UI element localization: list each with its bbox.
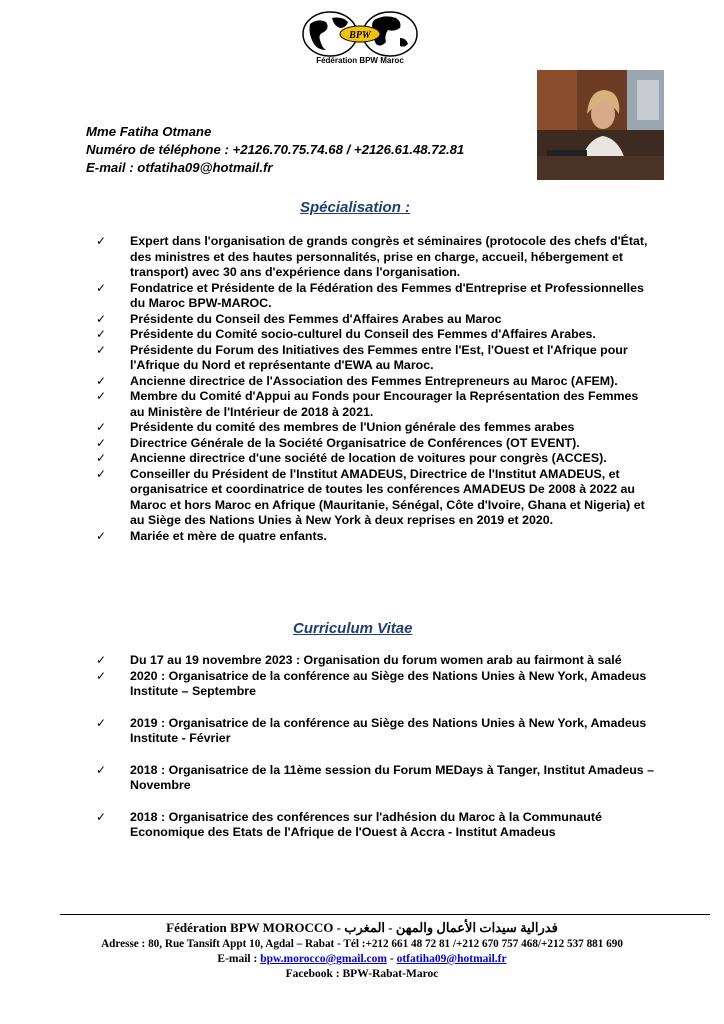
- list-item: ✓ Présidente du comité des membres de l'Union générale des femmes arabes: [96, 420, 575, 434]
- contact-email: E-mail : otfatiha09@hotmail.fr: [86, 160, 273, 175]
- footer-email-line: [0, 952, 724, 967]
- list-item: ✓ Ancienne directrice de l'Association des Femmes Entrepreneurs au Maroc (AFEM).: [96, 373, 618, 388]
- list-item: ✓ Du 17 au 19 novembre 2023 : Organisation du forum women arab au fairmont à salé: [96, 653, 622, 667]
- check-icon: ✓: [96, 762, 107, 777]
- list-item: ✓ 2019 : Organisatrice de la conférence au Siège des Nations Unies à New York, Amadeus Institute - Février: [96, 715, 647, 745]
- list-item: ✓ Membre du Comité d'Appui au Fonds pour Encourager la Représentation des Femmes au Ministère de l'Intérieur de 2018 à 2021.: [96, 389, 639, 419]
- list-item: ✓ 2020 : Organisatrice de la conférence au Siège des Nations Unies à New York, Amadeus Institute – Septembre: [96, 668, 647, 698]
- footer-divider: [60, 914, 710, 915]
- list-item: ✓ 2018 : Organisatrice de la 11ème session du Forum MEDays à Tanger, Institut Amadeus – Novembre: [96, 762, 655, 792]
- specialisation-title: Spécialisation :: [300, 199, 411, 216]
- logo-caption: Fédération BPW Maroc: [316, 56, 404, 65]
- check-icon: ✓: [96, 327, 107, 341]
- check-icon: ✓: [96, 653, 107, 667]
- footer-address: Adresse : 80, Rue Tansift Appt 10, Agdal – Rabat - Tél :+212 661 48 72 81 /+212 670 757 468/+212 537 881 690: [101, 938, 623, 950]
- footer-facebook: Facebook : BPW-Rabat-Maroc: [285, 968, 439, 980]
- check-icon: ✓: [96, 389, 107, 403]
- check-icon: ✓: [96, 373, 107, 388]
- check-icon: ✓: [96, 311, 107, 326]
- specialisation-list: [96, 234, 656, 544]
- list-item: ✓ 2018 : Organisatrice des conférences sur l'adhésion du Maroc à la Communauté Economique des Etats de l'Afrique de l'Ouest à Accra - Institut Amadeus: [96, 809, 602, 839]
- check-icon: ✓: [96, 342, 107, 357]
- list-item: ✓ Présidente du Conseil des Femmes d'Affaires Arabes au Maroc: [96, 311, 502, 326]
- check-icon: ✓: [96, 668, 107, 683]
- contact-name: Mme Fatiha Otmane: [86, 124, 212, 139]
- check-icon: ✓: [96, 451, 107, 465]
- check-icon: ✓: [96, 280, 107, 295]
- list-item: ✓ Expert dans l'organisation de grands congrès et séminaires (protocole des chefs d'État, des ministres et des hautes personnalités, prise en charge, accueil, hébergement et transport) avec 30 ans d'expérience dans l'organisation.: [96, 234, 648, 279]
- portrait-photo: [537, 70, 664, 180]
- check-icon: ✓: [96, 466, 107, 481]
- contact-block: [86, 123, 464, 177]
- list-item: ✓ Mariée et mère de quatre enfants.: [96, 528, 327, 543]
- check-icon: ✓: [96, 715, 107, 730]
- footer-email-label: E-mail :: [217, 953, 261, 965]
- cv-list: [96, 653, 656, 857]
- footer: [0, 919, 724, 982]
- contact-phone: Numéro de téléphone : +2126.70.75.74.68 / +2126.61.48.72.81: [86, 142, 465, 157]
- check-icon: ✓: [96, 809, 107, 824]
- list-item: ✓ Fondatrice et Présidente de la Fédération des Femmes d'Entreprise et Professionnelles du Maroc BPW-MAROC.: [96, 280, 644, 310]
- check-icon: ✓: [96, 528, 107, 543]
- footer-email-separator: -: [386, 953, 397, 965]
- cv-title: Curriculum Vitae: [293, 620, 413, 637]
- email-link-otfatiha[interactable]: otfatiha09@hotmail.fr: [396, 953, 507, 965]
- footer-federation: Fédération BPW MOROCCO - فدرالية سيدات الأعمال والمهن - المغرب: [166, 920, 558, 935]
- list-item: ✓ Présidente du Forum des Initiatives des Femmes entre l'Est, l'Ouest et l'Afrique pour l'Afrique du Nord et représentante d'EWA au Maroc.: [96, 342, 628, 372]
- globe-logo-icon: [300, 10, 420, 60]
- svg-text:BPW: BPW: [349, 30, 371, 41]
- list-item: ✓ Présidente du Comité socio-culturel du Conseil des Femmes d'Affaires Arabes.: [96, 327, 596, 341]
- list-item: ✓ Directrice Générale de la Société Organisatrice de Conférences (OT EVENT).: [96, 435, 580, 450]
- list-item: ✓ Ancienne directrice d'une société de location de voitures pour congrès (ACCES).: [96, 451, 607, 465]
- check-icon: ✓: [96, 435, 107, 450]
- email-link-bpw[interactable]: bpw.morocco@gmail.com: [260, 953, 387, 965]
- check-icon: ✓: [96, 420, 107, 434]
- list-item: ✓ Conseiller du Président de l'Institut AMADEUS, Directrice de l'Institut AMADEUS, et organisatrice et coordinatrice de toutes les conférences AMADEUS De 2008 à 2022 au Maroc et hors Maroc en Afrique (Mauritanie, Sénégal, Côte d'Ivoire, Ghana et Nigeria) et au Siège des Nations Unies à New York à deux reprises en 2019 et 2020.: [96, 466, 645, 527]
- check-icon: ✓: [96, 234, 107, 248]
